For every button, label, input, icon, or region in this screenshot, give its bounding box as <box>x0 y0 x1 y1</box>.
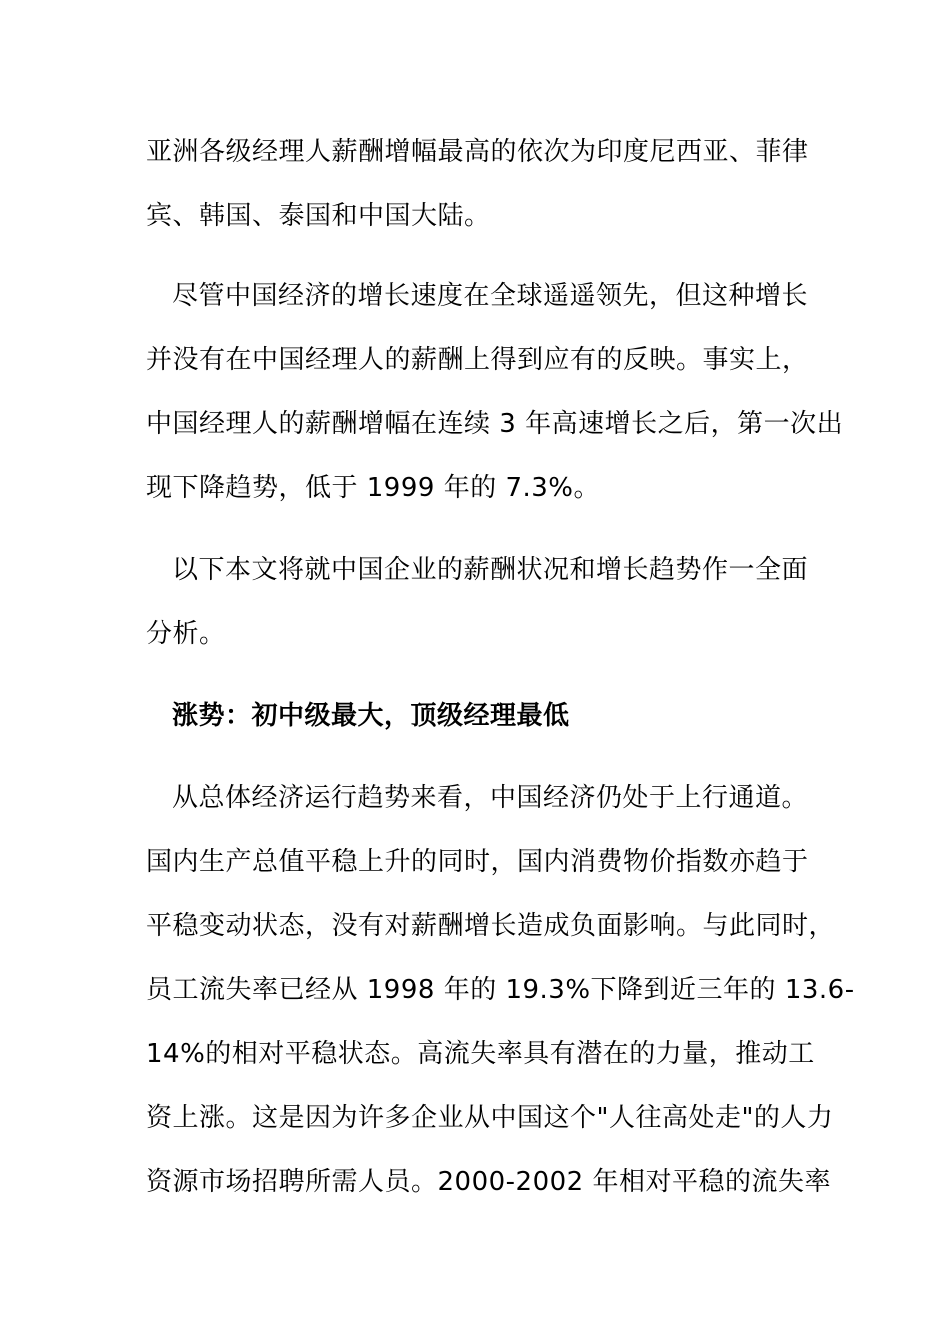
paragraph-line: 现下降趋势，低于 1999 年的 7.3%。 <box>146 473 601 503</box>
paragraph-line: 国内生产总值平稳上升的同时，国内消费物价指数亦趋于 <box>146 847 809 877</box>
paragraph-line: 尽管中国经济的增长速度在全球遥遥领先，但这种增长 <box>172 281 809 311</box>
paragraph-line: 平稳变动状态，没有对薪酬增长造成负面影响。与此同时， <box>146 911 836 941</box>
paragraph-line: 14%的相对平稳状态。高流失率具有潜在的力量，推动工 <box>146 1039 815 1069</box>
paragraph-line: 资上涨。这是因为许多企业从中国这个"人往高处走"的人力 <box>146 1103 834 1133</box>
paragraph-line: 从总体经济运行趋势来看，中国经济仍处于上行通道。 <box>172 783 809 813</box>
paragraph-line: 以下本文将就中国企业的薪酬状况和增长趋势作一全面 <box>172 555 809 585</box>
paragraph-line: 亚洲各级经理人薪酬增幅最高的依次为印度尼西亚、菲律 <box>146 137 809 167</box>
paragraph-line: 资源市场招聘所需人员。2000-2002 年相对平稳的流失率 <box>146 1167 831 1197</box>
paragraph-line: 并没有在中国经理人的薪酬上得到应有的反映。事实上， <box>146 345 809 375</box>
paragraph-line: 员工流失率已经从 1998 年的 19.3%下降到近三年的 13.6- <box>146 975 855 1005</box>
paragraph-line: 宾、韩国、泰国和中国大陆。 <box>146 201 491 231</box>
section-heading: 涨势：初中级最大，顶级经理最低 <box>172 701 570 731</box>
paragraph-line: 中国经理人的薪酬增幅在连续 3 年高速增长之后，第一次出 <box>146 409 844 439</box>
paragraph-line: 分析。 <box>146 619 226 649</box>
